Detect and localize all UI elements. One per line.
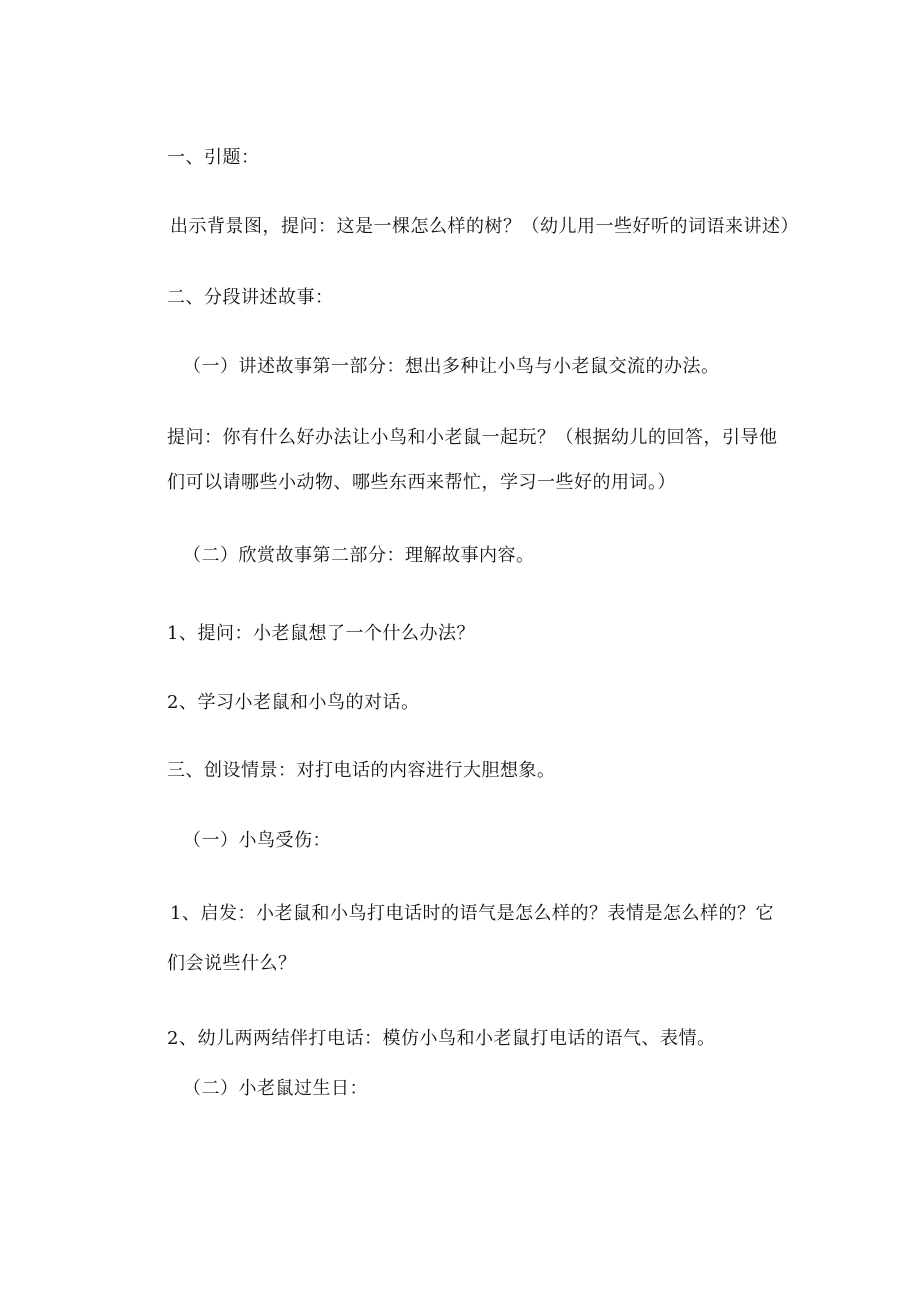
subheading-part-one: （一）讲述故事第一部分：想出多种让小鸟与小老鼠交流的办法。 [183, 356, 720, 377]
subheading-part-two: （二）欣赏故事第二部分：理解故事内容。 [183, 545, 535, 566]
list-item-pair-call: 2、幼儿两两结伴打电话：模仿小鸟和小老鼠打电话的语气、表情。 [167, 1028, 716, 1049]
paragraph-question-line-1: 提问：你有什么好办法让小鸟和小老鼠一起玩？（根据幼儿的回答，引导他 [167, 427, 778, 448]
heading-scenario: 三、创设情景：对打电话的内容进行大胆想象。 [167, 760, 556, 781]
list-item-prompt-line-2: 们会说些什么？ [167, 953, 297, 974]
list-item-1: 1、提问：小老鼠想了一个什么办法？ [167, 623, 475, 644]
heading-segmented-story: 二、分段讲述故事： [167, 287, 334, 308]
list-item-2: 2、学习小老鼠和小鸟的对话。 [167, 692, 420, 713]
paragraph-question-line-2: 们可以请哪些小动物、哪些东西来帮忙，学习一些好的用词。） [167, 472, 676, 493]
subheading-bird-injured: （一）小鸟受伤： [183, 830, 331, 851]
heading-intro: 一、引题： [167, 147, 260, 168]
list-item-prompt-line-1: 1、启发：小老鼠和小鸟打电话时的语气是怎么样的？表情是怎么样的？它 [170, 903, 774, 924]
paragraph-background-question: 出示背景图，提问：这是一棵怎么样的树？（幼儿用一些好听的词语来讲述） [170, 216, 799, 237]
subheading-mouse-birthday: （二）小老鼠过生日： [183, 1078, 368, 1099]
